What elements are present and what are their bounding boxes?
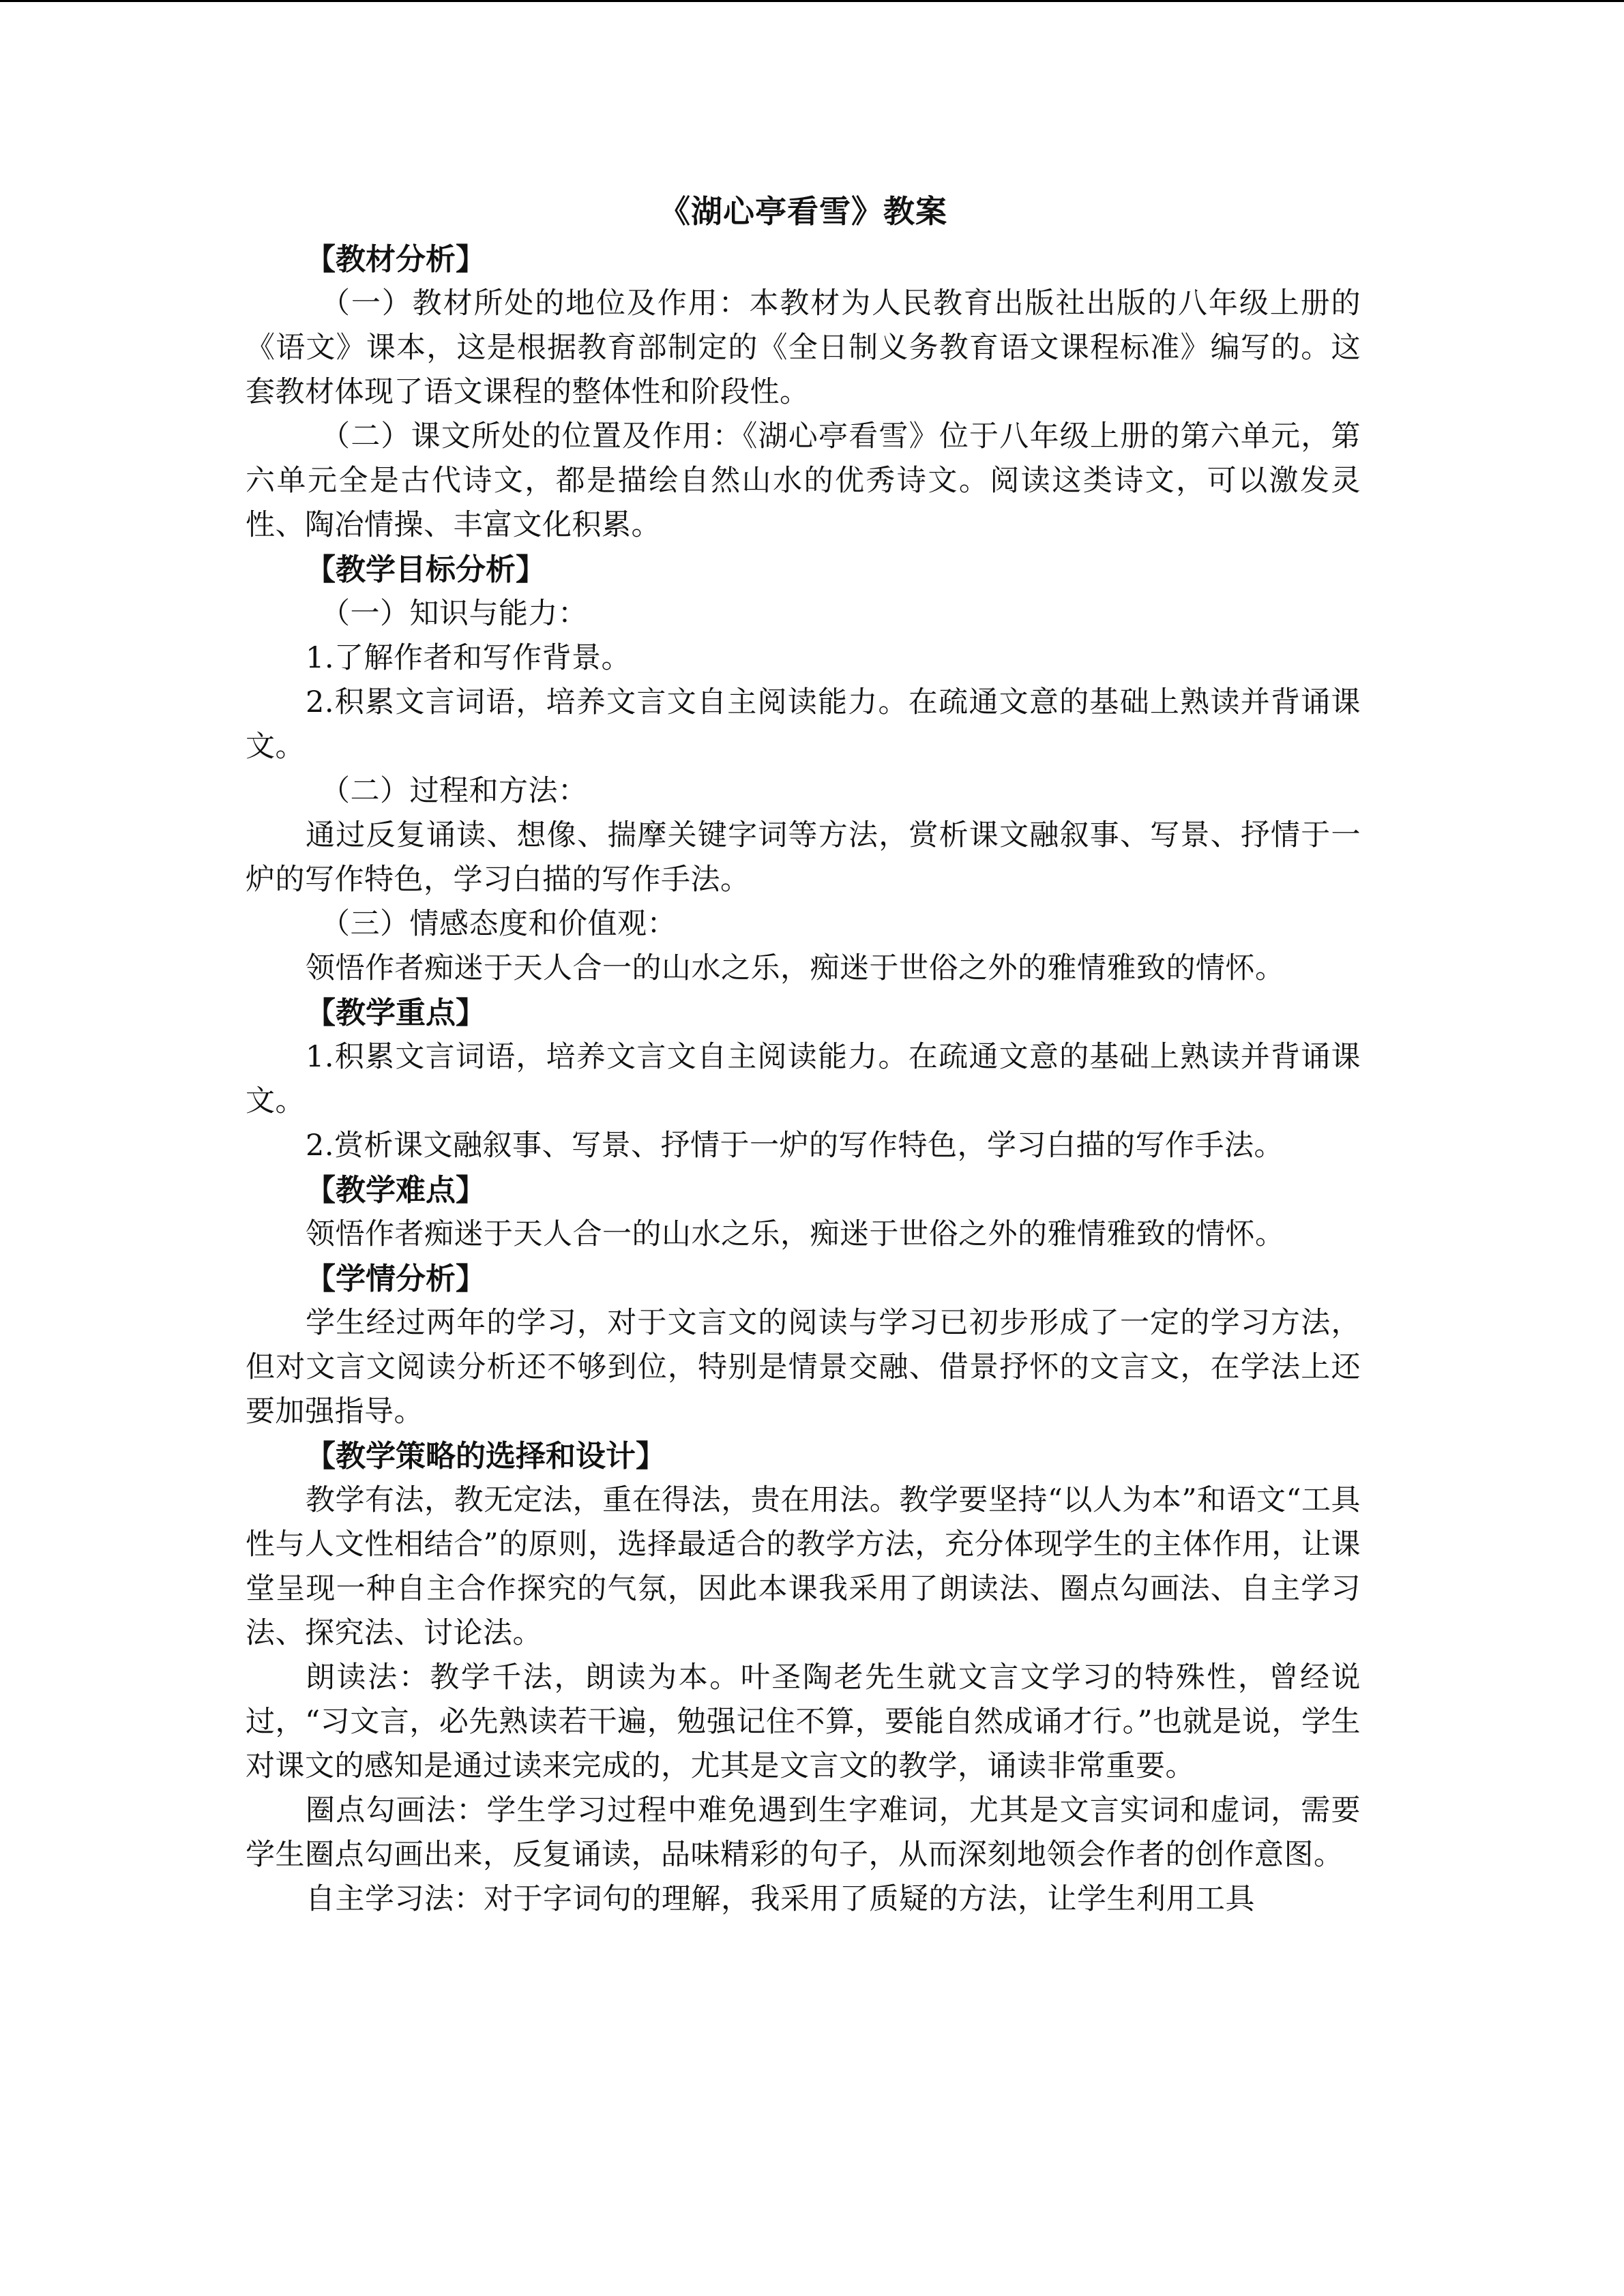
paragraph-learner-analysis: 学生经过两年的学习，对于文言文的阅读与学习已初步形成了一定的学习方法，但对文言文阅读分析还不够到位，特别是情景交融、借景抒怀的文言文，在学法上还要加强指导。 [246, 1306, 1361, 1429]
paragraph-self-study-method: 自主学习法：对于字词句的理解，我采用了质疑的方法，让学生利用工具 [306, 1882, 1255, 1916]
objective-item-2: 2.积累文言词语，培养文言文自主阅读能力。在疏通文意的基础上熟读并背诵课文。 [246, 685, 1361, 764]
subheading-knowledge-ability: （一）知识与能力： [321, 597, 588, 631]
paragraph-reading-method: 朗读法：教学千法，朗读为本。叶圣陶老先生就文言文学习的特殊性，曾经说过，“习文言，必先熟读若干遍，勉强记住不算，要能自然成诵才行。”也就是说，学生对课文的感知是通过读来完成的，尤其是文言文的教学，诵读非常重要。 [246, 1660, 1361, 1783]
heading-difficulties: 【教学难点】 [306, 1173, 486, 1208]
key-point-item-2: 2.赏析课文融叙事、写景、抒情于一炉的写作特色，学习白描的写作手法。 [306, 1129, 1284, 1163]
document-title: 《湖心亭看雪》教案 [659, 193, 947, 230]
objective-item-1: 1.了解作者和写作背景。 [306, 641, 632, 675]
heading-material-analysis: 【教材分析】 [306, 242, 486, 277]
page-top-border [0, 0, 1624, 2]
paragraph-strategy-intro: 教学有法，教无定法，重在得法，贵在用法。教学要坚持“以人为本”和语文“工具性与人文性相结合”的原则，选择最适合的教学方法，充分体现学生的主体作用，让课堂呈现一种自主合作探究的气氛，因此本课我采用了朗读法、圈点勾画法、自主学习法、探究法、讨论法。 [246, 1483, 1361, 1650]
paragraph-material-position: （一）教材所处的地位及作用：本教材为人民教育出版社出版的八年级上册的《语文》课本，这是根据教育部制定的《全日制义务教育语文课程标准》编写的。这套教材体现了语文课程的整体性和阶段性。 [246, 286, 1361, 409]
paragraph-process-method: 通过反复诵读、想像、揣摩关键字词等方法，赏析课文融叙事、写景、抒情于一炉的写作特色，学习白描的写作手法。 [246, 818, 1361, 897]
paragraph-emotion-values: 领悟作者痴迷于天人合一的山水之乐，痴迷于世俗之外的雅情雅致的情怀。 [306, 951, 1285, 985]
heading-teaching-objectives: 【教学目标分析】 [306, 552, 546, 587]
paragraph-difficulties: 领悟作者痴迷于天人合一的山水之乐，痴迷于世俗之外的雅情雅致的情怀。 [306, 1217, 1285, 1251]
paragraph-annotation-method: 圈点勾画法：学生学习过程中难免遇到生字难词，尤其是文言实词和虚词，需要学生圈点勾画出来，反复诵读，品味精彩的句子，从而深刻地领会作者的创作意图。 [246, 1793, 1361, 1872]
paragraph-text-position: （二）课文所处的位置及作用：《湖心亭看雪》位于八年级上册的第六单元，第六单元全是古代诗文，都是描绘自然山水的优秀诗文。阅读这类诗文，可以激发灵性、陶冶情操、丰富文化积累。 [246, 419, 1361, 542]
subheading-process-method: （二）过程和方法： [321, 774, 588, 808]
heading-key-points: 【教学重点】 [306, 996, 486, 1030]
heading-teaching-strategy: 【教学策略的选择和设计】 [306, 1439, 666, 1474]
heading-learner-analysis: 【学情分析】 [306, 1262, 486, 1296]
document-body [246, 191, 1361, 1922]
subheading-emotion-values: （三）情感态度和价值观： [321, 907, 677, 941]
key-point-item-1: 1.积累文言词语，培养文言文自主阅读能力。在疏通文意的基础上熟读并背诵课文。 [246, 1040, 1361, 1118]
